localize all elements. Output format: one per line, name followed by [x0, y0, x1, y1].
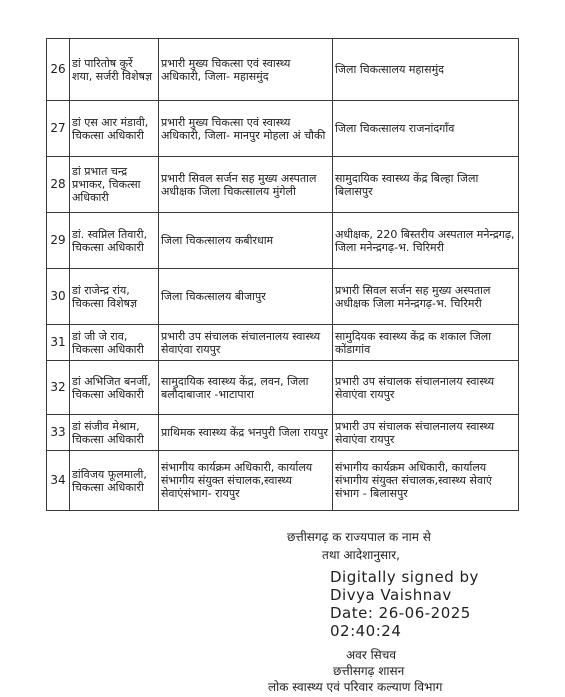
- new-posting: सामुदियक स्वास्थ्य केंद्र क शकाल जिला कोंडागांव: [333, 325, 519, 361]
- table-row: [47, 361, 519, 415]
- new-posting: प्रभारी उप संचालक संचालनालय स्वास्थ्य सेवाएंवा रायपुर: [333, 415, 519, 451]
- government-name: छत्तीसगढ़ शासन: [333, 664, 405, 678]
- row-number: 26: [47, 39, 70, 101]
- current-posting: प्रभारी मुख्य चिकत्सा एवं स्वास्थ्य अधिकारी, जिला- महासमुंद: [159, 39, 333, 101]
- new-posting: सामुदायिक स्वास्थ्य केंद्र बिल्हा जिला बिलासपुर: [333, 157, 519, 213]
- new-posting: जिला चिकत्सालय राजनांदगाँव: [333, 101, 519, 157]
- table-row: [47, 269, 519, 325]
- officer-name: डां एस आर मंडावी, चिकत्सा अधिकारी: [70, 101, 159, 157]
- table-row: [47, 157, 519, 213]
- digital-signature-text: Digitally signed by Divya Vaishnav Date: 26-06-2025 02:40:24: [330, 568, 479, 640]
- new-posting: प्रभारी उप संचालक संचालनालय स्वास्थ्य सेवाएंवा रायपुर: [333, 361, 519, 415]
- table-row: [47, 213, 519, 269]
- officer-name: डां. स्वप्निल तिवारी, चिकत्सा अधिकारी: [70, 213, 159, 269]
- current-posting: जिला चिकत्सालय बीजापुर: [159, 269, 333, 325]
- officer-name: डां पारितोष कुर्रे शया, सर्जरी विशेषज्ञ: [70, 39, 159, 101]
- row-number: 34: [47, 451, 70, 511]
- transfer-table: [46, 38, 519, 511]
- officer-name: डां अभिजित बनर्जी, चिकत्सा अधिकारी: [70, 361, 159, 415]
- officer-name: डां प्रभात चन्द्र प्रभाकर, चिकत्सा अधिकारी: [70, 157, 159, 213]
- officer-name: डांविजय फूलमाली, चिकत्सा अधिकारी: [70, 451, 159, 511]
- current-posting: प्रभारी उप संचालक संचालनालय स्वास्थ्य सेवाएंवा रायपुर: [159, 325, 333, 361]
- officer-name: डां राजेन्द्र रांय, चिकत्सा विशेषज्ञ: [70, 269, 159, 325]
- current-posting: सामुदायिक स्वास्थ्य केंद्र, लवन, जिला बलौदाबाजार -भाटापारा: [159, 361, 333, 415]
- order-line: तथा आदेशानुसार,: [322, 548, 400, 562]
- current-posting: प्रभारी सिवल सर्जन सह मुख्य अस्पताल अधीक्षक जिला चिकत्सालय मुंगेली: [159, 157, 333, 213]
- new-posting: अधीक्षक, 220 बिस्तरीय अस्पताल मनेन्द्रगढ़, जिला मनेन्द्रगढ़-भ. चिरिमरी: [333, 213, 519, 269]
- officer-name: डां जी जे राव, चिकत्सा अधिकारी: [70, 325, 159, 361]
- row-number: 33: [47, 415, 70, 451]
- current-posting: प्रभारी मुख्य चिकत्सा एवं स्वास्थ्य अधिकारी, जिला- मानपुर मोहला अं चौकी: [159, 101, 333, 157]
- current-posting: प्राथिमक स्वास्थ्य केंद्र भनपुरी जिला रायपुर: [159, 415, 333, 451]
- row-number: 28: [47, 157, 70, 213]
- table-row: [47, 451, 519, 511]
- current-posting: संभागीय कार्यक्रम अधिकारी, कार्यालय संभागीय संयुक्त संचालक,स्वास्थ्य सेवाएंसंभाग- रायपुर: [159, 451, 333, 511]
- governor-order-line: छत्तीसगढ़ क राज्यपाल क नाम से: [287, 530, 431, 544]
- row-number: 30: [47, 269, 70, 325]
- table-row: [47, 101, 519, 157]
- current-posting: जिला चिकत्सालय कबीरधाम: [159, 213, 333, 269]
- new-posting: प्रभारी सिवल सर्जन सह मुख्य अस्पताल अधीक्षक जिला मनेन्द्रगढ़-भ. चिरिमरी: [333, 269, 519, 325]
- department-name: लोक स्वास्थ्य एवं परिवार कल्याण विभाग: [268, 680, 443, 694]
- new-posting: जिला चिकत्सालय महासमुंद: [333, 39, 519, 101]
- new-posting: संभागीय कार्यक्रम अधिकारी, कार्यालय संभागीय संयुक्त संचालक,स्वास्थ्य सेवाएं संभाग - बिलासपुर: [333, 451, 519, 511]
- table-row: [47, 415, 519, 451]
- row-number: 29: [47, 213, 70, 269]
- table-row: [47, 325, 519, 361]
- designation: अवर सिचव: [346, 648, 397, 662]
- digital-signature: [330, 568, 479, 640]
- transfer-table-body: [47, 39, 519, 511]
- row-number: 32: [47, 361, 70, 415]
- officer-name: डां संजीव मेश्राम, चिकत्सा अधिकारी: [70, 415, 159, 451]
- table-row: [47, 39, 519, 101]
- row-number: 31: [47, 325, 70, 361]
- row-number: 27: [47, 101, 70, 157]
